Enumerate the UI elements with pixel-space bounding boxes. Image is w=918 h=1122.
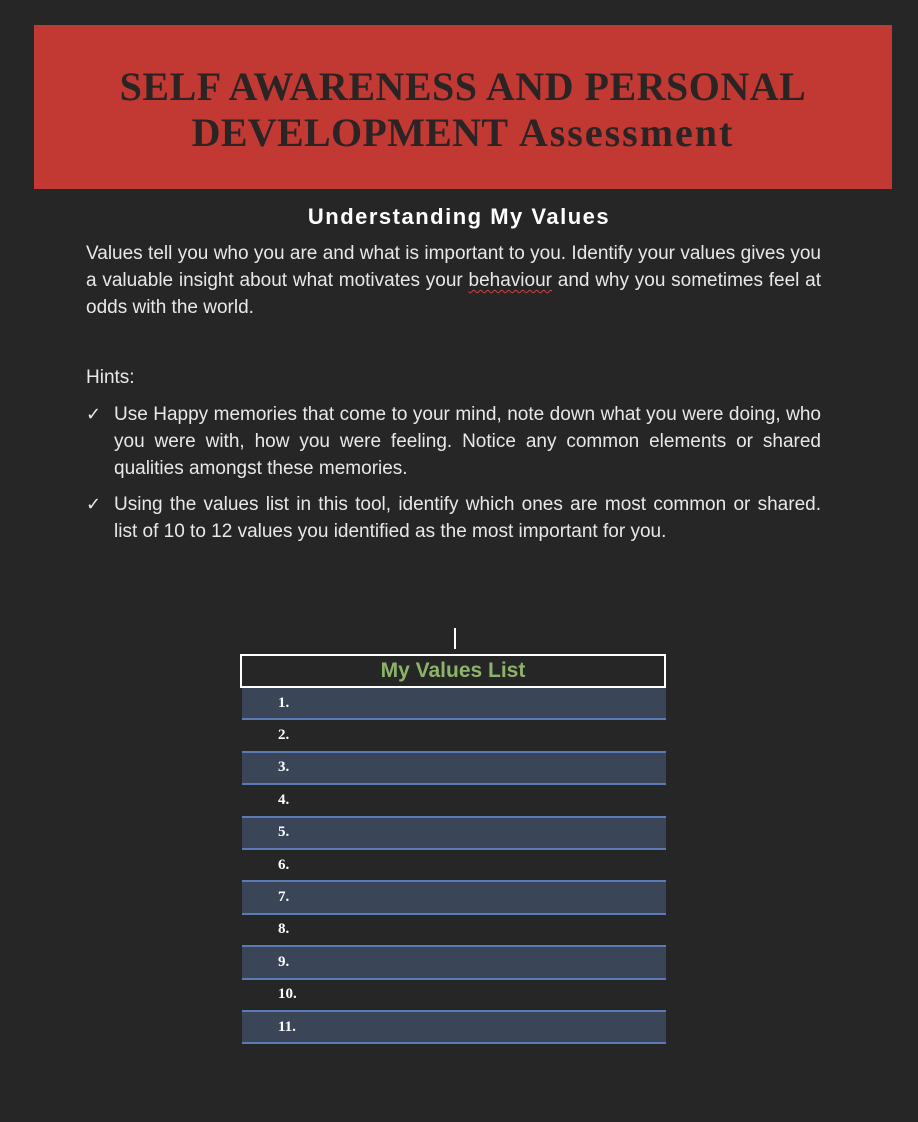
table-row[interactable]: 1. (242, 688, 666, 720)
intro-text-part-1: Values tell you who you are and what is important to you. Identify your values gives you a valuable insight about what motivates your (86, 243, 821, 291)
table-row[interactable]: 3. (242, 753, 666, 785)
document-title (120, 64, 807, 156)
hint-text: Use Happy memories that come to your mind, note down what you were doing, who you were with, how you were feeling. Notice any common elements or shared qualities amongst these memories. (114, 404, 821, 479)
section-heading: Understanding My Values (307, 204, 611, 229)
spellcheck-flagged-word[interactable]: behaviour (468, 270, 552, 291)
hints-label: Hints: (86, 367, 135, 388)
table-row[interactable]: 4. (242, 785, 666, 817)
checkmark-icon: ✓ (86, 404, 102, 425)
title-line-1: SELF AWARENESS AND PERSONAL (119, 64, 807, 109)
table-row[interactable]: 11. (242, 1012, 666, 1044)
table-row[interactable]: 9. (242, 947, 666, 979)
hint-item[interactable] (86, 401, 821, 482)
title-line-2-part-b: Assessment (518, 110, 735, 155)
text-cursor (454, 628, 456, 649)
title-line-2-part-a: DEVELOPMENT (191, 110, 509, 155)
hint-item[interactable] (86, 491, 821, 545)
table-row[interactable]: 8. (242, 915, 666, 947)
title-line-2 (120, 110, 807, 156)
table-row[interactable]: 2. (242, 720, 666, 752)
intro-paragraph[interactable] (86, 240, 821, 321)
table-row[interactable]: 7. (242, 882, 666, 914)
table-row[interactable]: 6. (242, 850, 666, 882)
values-table (240, 654, 666, 1044)
table-row[interactable]: 10. (242, 980, 666, 1012)
title-banner (34, 25, 892, 189)
checkmark-icon: ✓ (86, 494, 102, 515)
intro-text-part-2: and why you sometimes feel at odds with the world. (86, 270, 821, 318)
hint-text: Using the values list in this tool, identify which ones are most common or shared. list of 10 to 12 values you identified as the most important for you. (114, 494, 821, 542)
values-table-header[interactable]: My Values List (240, 654, 666, 688)
table-row[interactable]: 5. (242, 818, 666, 850)
